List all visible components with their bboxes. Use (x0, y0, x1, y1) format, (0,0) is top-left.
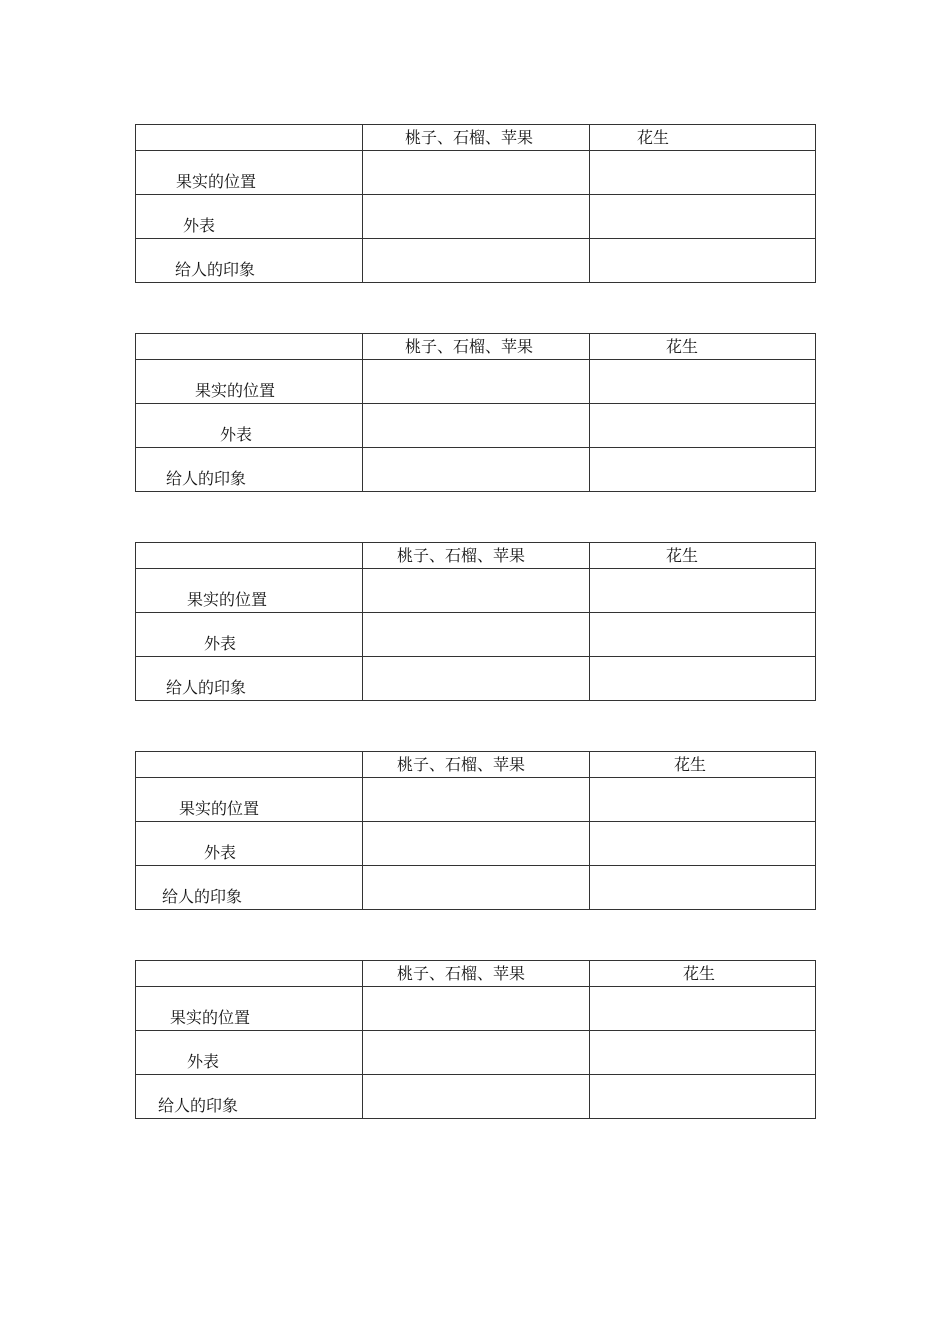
worksheet (135, 124, 815, 1169)
table-row (136, 822, 816, 866)
row-label-cell (136, 1031, 363, 1075)
header-label: 桃子、石榴、苹果 (397, 545, 526, 565)
blank-answer-cell[interactable] (363, 404, 590, 448)
header-label: 花生 (674, 754, 707, 774)
comparison-table-2 (135, 333, 816, 492)
header-cell-peanut (590, 334, 816, 360)
row-label-cell (136, 822, 363, 866)
table-row (136, 151, 816, 195)
table-row (136, 987, 816, 1031)
header-label: 桃子、石榴、苹果 (405, 336, 534, 356)
row-label: 果实的位置 (195, 381, 276, 400)
blank-answer-cell[interactable] (363, 360, 590, 404)
row-label-cell (136, 448, 363, 492)
row-label-cell (136, 778, 363, 822)
row-label-cell (136, 657, 363, 701)
blank-answer-cell[interactable] (590, 1075, 816, 1119)
row-label-cell (136, 569, 363, 613)
blank-answer-cell[interactable] (590, 404, 816, 448)
blank-answer-cell[interactable] (363, 657, 590, 701)
corner-cell (136, 125, 363, 151)
blank-answer-cell[interactable] (590, 1031, 816, 1075)
header-label: 花生 (637, 127, 670, 147)
header-cell-peanut (590, 543, 816, 569)
comparison-table-3 (135, 542, 816, 701)
blank-answer-cell[interactable] (590, 195, 816, 239)
row-label-cell (136, 987, 363, 1031)
row-label-cell (136, 866, 363, 910)
row-label-cell (136, 613, 363, 657)
row-label-cell (136, 239, 363, 283)
corner-cell (136, 752, 363, 778)
blank-answer-cell[interactable] (363, 239, 590, 283)
row-label: 果实的位置 (170, 1008, 251, 1027)
header-label: 花生 (683, 963, 716, 983)
header-label: 桃子、石榴、苹果 (397, 754, 526, 774)
header-label: 桃子、石榴、苹果 (405, 127, 534, 147)
row-label: 给人的印象 (175, 260, 256, 279)
row-label: 外表 (204, 843, 237, 862)
table-row (136, 448, 816, 492)
table-row (136, 866, 816, 910)
blank-answer-cell[interactable] (590, 778, 816, 822)
row-label: 给人的印象 (166, 469, 247, 488)
blank-answer-cell[interactable] (590, 569, 816, 613)
row-label: 给人的印象 (162, 887, 243, 906)
header-label: 桃子、石榴、苹果 (397, 963, 526, 983)
row-label-cell (136, 151, 363, 195)
row-label: 果实的位置 (187, 590, 268, 609)
row-label: 果实的位置 (176, 172, 257, 191)
header-row (136, 752, 816, 778)
header-row (136, 334, 816, 360)
header-cell-peach-pomegranate-apple (363, 752, 590, 778)
row-label-cell (136, 360, 363, 404)
row-label: 给人的印象 (158, 1096, 239, 1115)
blank-answer-cell[interactable] (590, 613, 816, 657)
header-cell-peanut (590, 752, 816, 778)
header-label: 花生 (666, 336, 699, 356)
table-row (136, 1075, 816, 1119)
row-label: 外表 (183, 216, 216, 235)
blank-answer-cell[interactable] (590, 360, 816, 404)
table-row (136, 360, 816, 404)
blank-answer-cell[interactable] (590, 151, 816, 195)
table-row (136, 613, 816, 657)
blank-answer-cell[interactable] (590, 448, 816, 492)
row-label: 外表 (220, 425, 253, 444)
corner-cell (136, 334, 363, 360)
blank-answer-cell[interactable] (590, 657, 816, 701)
corner-cell (136, 961, 363, 987)
blank-answer-cell[interactable] (363, 569, 590, 613)
table-row (136, 569, 816, 613)
table-row (136, 1031, 816, 1075)
header-row (136, 125, 816, 151)
comparison-table-1 (135, 124, 816, 283)
row-label-cell (136, 404, 363, 448)
blank-answer-cell[interactable] (363, 866, 590, 910)
table-row (136, 404, 816, 448)
blank-answer-cell[interactable] (363, 151, 590, 195)
corner-cell (136, 543, 363, 569)
blank-answer-cell[interactable] (363, 987, 590, 1031)
row-label: 外表 (204, 634, 237, 653)
header-cell-peach-pomegranate-apple (363, 961, 590, 987)
table-row (136, 195, 816, 239)
header-cell-peach-pomegranate-apple (363, 334, 590, 360)
comparison-table-5 (135, 960, 816, 1119)
blank-answer-cell[interactable] (363, 1031, 590, 1075)
comparison-table-4 (135, 751, 816, 910)
table-row (136, 778, 816, 822)
blank-answer-cell[interactable] (590, 987, 816, 1031)
blank-answer-cell[interactable] (363, 1075, 590, 1119)
row-label-cell (136, 195, 363, 239)
blank-answer-cell[interactable] (363, 195, 590, 239)
row-label: 果实的位置 (179, 799, 260, 818)
header-row (136, 961, 816, 987)
header-cell-peanut (590, 961, 816, 987)
table-row (136, 239, 816, 283)
row-label: 给人的印象 (166, 678, 247, 697)
blank-answer-cell[interactable] (363, 448, 590, 492)
header-label: 花生 (666, 545, 699, 565)
header-cell-peach-pomegranate-apple (363, 543, 590, 569)
blank-answer-cell[interactable] (363, 613, 590, 657)
header-cell-peach-pomegranate-apple (363, 125, 590, 151)
row-label: 外表 (187, 1052, 220, 1071)
blank-answer-cell[interactable] (590, 822, 816, 866)
blank-answer-cell[interactable] (590, 239, 816, 283)
row-label-cell (136, 1075, 363, 1119)
blank-answer-cell[interactable] (363, 822, 590, 866)
blank-answer-cell[interactable] (363, 778, 590, 822)
blank-answer-cell[interactable] (590, 866, 816, 910)
header-cell-peanut (590, 125, 816, 151)
header-row (136, 543, 816, 569)
table-row (136, 657, 816, 701)
